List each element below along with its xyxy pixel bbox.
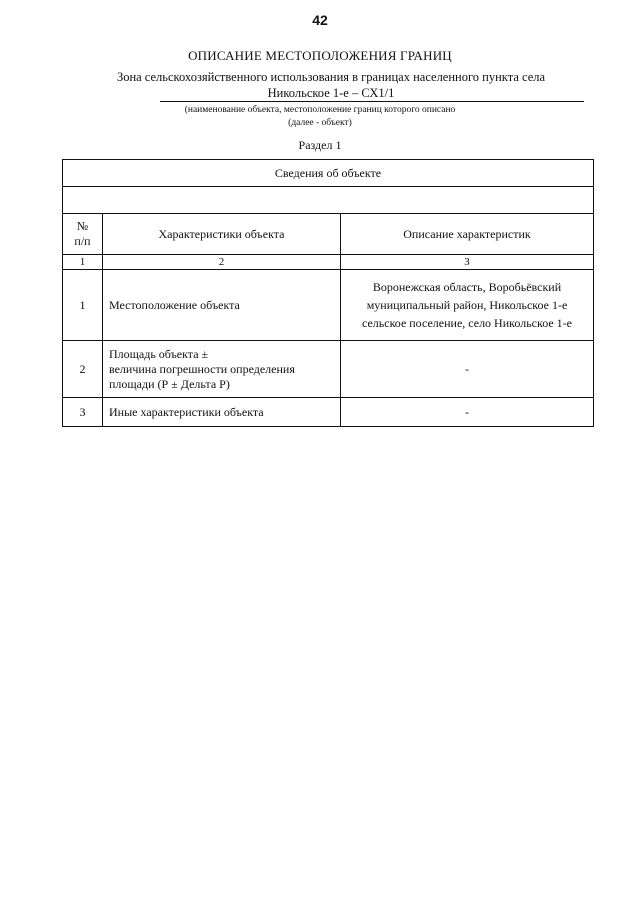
document-subtitle (80, 69, 582, 101)
subtitle-line: Никольское 1-е – СХ1/1 (267, 86, 395, 100)
row-description (341, 270, 594, 341)
blank-cell (63, 187, 594, 214)
index-cell: 1 (63, 255, 103, 270)
row-characteristic: Местоположение объекта (103, 270, 341, 341)
description-line: сельское поселение, село Никольское 1-е (361, 316, 573, 330)
table-header-row (63, 214, 594, 255)
object-info-table (62, 159, 594, 427)
table-index-row (63, 255, 594, 270)
table-title-row (63, 160, 594, 187)
caption-line: (далее - объект) (288, 118, 352, 128)
page-number: 42 (312, 12, 328, 28)
description-line: муниципальный район, Никольское 1-е (366, 298, 568, 312)
underline-rule (160, 101, 584, 102)
header-characteristics: Характеристики объекта (103, 214, 341, 255)
description-line: Воронежская область, Воробьёвский (372, 280, 562, 294)
header-description: Описание характеристик (341, 214, 594, 255)
row-description: - (341, 341, 594, 398)
row-number: 2 (63, 341, 103, 398)
row-number: 1 (63, 270, 103, 341)
table-title: Сведения об объекте (63, 160, 594, 187)
header-number (63, 214, 103, 255)
header-number-line: № (76, 219, 89, 233)
caption-line: (наименование объекта, местоположение границ которого описано (184, 105, 456, 115)
table-row (63, 398, 594, 427)
table-blank-row (63, 187, 594, 214)
characteristic-line: величина погрешности определения (109, 361, 295, 376)
index-cell: 2 (103, 255, 341, 270)
row-number: 3 (63, 398, 103, 427)
characteristic-line: площади (Р ± Дельта Р) (109, 376, 230, 391)
header-number-line: п/п (74, 234, 91, 248)
characteristic-line: Площадь объекта ± (109, 346, 209, 361)
row-characteristic (103, 341, 341, 398)
table-row (63, 270, 594, 341)
document-title: ОПИСАНИЕ МЕСТОПОЛОЖЕНИЯ ГРАНИЦ (188, 48, 452, 63)
object-caption (0, 104, 640, 130)
subtitle-line: Зона сельскохозяйственного использования в границах населенного пункта села (116, 70, 546, 84)
index-cell: 3 (341, 255, 594, 270)
row-description: - (341, 398, 594, 427)
section-label: Раздел 1 (298, 138, 342, 152)
row-characteristic: Иные характеристики объекта (103, 398, 341, 427)
table-row (63, 341, 594, 398)
